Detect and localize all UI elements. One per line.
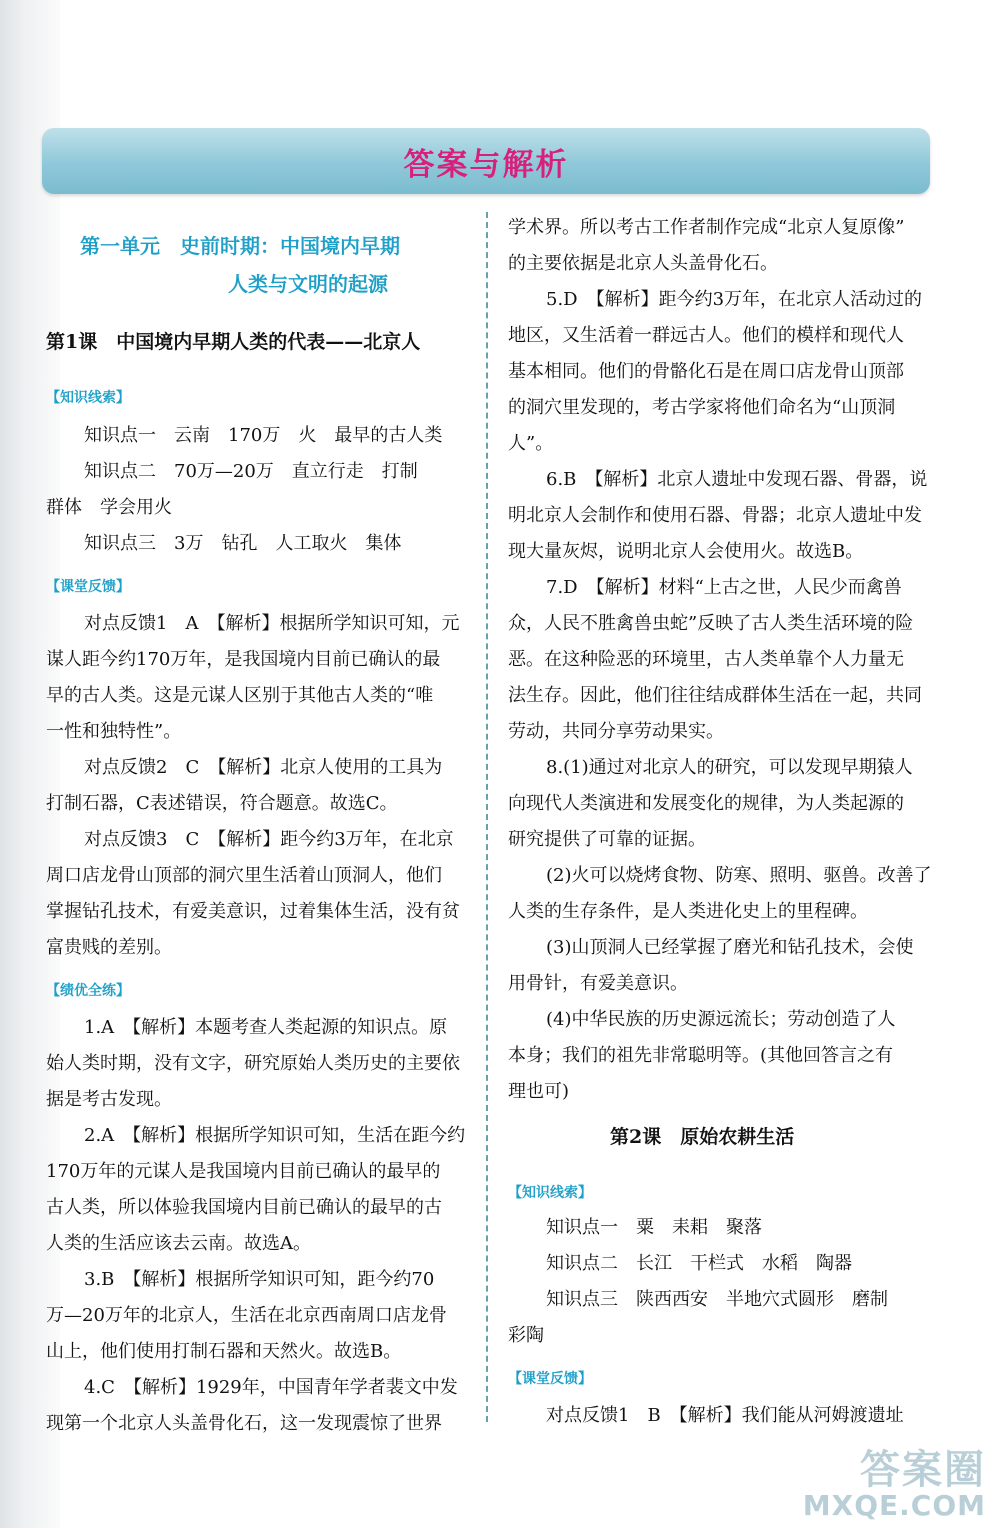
text-line: 对点反馈1 B 【解析】我们能从河姆渡遗址 [546,1405,904,1426]
watermark-text: 答案圈 [860,1447,986,1493]
text-line: 现第一个北京人头盖骨化石，这一发现震惊了世界 [46,1413,442,1434]
text-line: 对点反馈2 C 【解析】北京人使用的工具为 [84,757,443,778]
text-line: 人类的生活应该去云南。故选A。 [46,1233,311,1254]
text-line: 1.A 【解析】本题考查人类起源的知识点。原 [84,1017,448,1038]
text-line: (3)山顶洞人已经掌握了磨光和钻孔技术，会使 [546,937,914,958]
text-line: 知识点一 粟 耒耜 聚落 [546,1217,762,1238]
text-line: 现大量灰烬，说明北京人会使用火。故选B。 [508,541,864,562]
text-line: 6.B 【解析】北京人遗址中发现石器、骨器，说 [546,469,928,490]
text-line: 彩陶 [508,1325,544,1346]
text-line: 的洞穴里发现的，考古学家将他们命名为“山顶洞 [508,397,896,418]
text-line: 众，人民不胜禽兽虫蛇”反映了古人类生活环境的险 [508,613,914,634]
text-line: 知识点三 3万 钻孔 人工取火 集体 [84,533,402,554]
text-line: 群体 学会用火 [46,497,172,518]
text-line: 对点反馈1 A 【解析】根据所学知识可知，元 [84,613,460,634]
text-line: 对点反馈3 C 【解析】距今约3万年，在北京 [84,829,454,850]
text-line: 山上，他们使用打制石器和天然火。故选B。 [46,1341,402,1362]
text-line: 5.D 【解析】距今约3万年，在北京人活动过的 [546,289,923,310]
text-line: 富贵贱的差别。 [46,937,172,958]
text-line: 地区，又生活着一群远古人。他们的模样和现代人 [508,325,904,346]
text-line: 基本相同。他们的骨骼化石是在周口店龙骨山顶部 [508,361,904,382]
text-line: 恶。在这种险恶的环境里，古人类单靠个人力量无 [508,649,904,670]
text-line: (4)中华民族的历史源远流长；劳动创造了人 [546,1009,896,1030]
text-line: 本身；我们的祖先非常聪明等。(其他回答言之有 [508,1045,894,1066]
text-line: 用骨针，有爱美意识。 [508,973,688,994]
text-line: 万—20万年的北京人，生活在北京西南周口店龙骨 [46,1305,447,1326]
page-title: 答案与解析 [403,147,569,183]
text-line: 知识点二 长江 干栏式 水稻 陶器 [546,1253,852,1274]
section-tag-practice: 【绩优全练】 [46,983,130,999]
watermark-url: MXQE.COM [802,1489,986,1522]
text-line: 8.(1)通过对北京人的研究，可以发现早期猿人 [546,757,913,778]
text-line: 一性和独特性”。 [46,721,182,742]
text-line: 研究提供了可靠的证据。 [508,829,706,850]
lesson-1-title: 第1课 中国境内早期人类的代表——北京人 [46,331,421,353]
text-line: (2)火可以烧烤食物、防寒、照明、驱兽。改善了 [546,865,932,886]
unit-title-line-1: 第一单元 史前时期：中国境内早期 [80,234,400,258]
text-line: 170万年的元谋人是我国境内目前已确认的最早的 [46,1161,441,1182]
unit-title-line-2: 人类与文明的起源 [228,272,388,296]
section-tag-knowledge: 【知识线索】 [46,390,130,406]
text-line: 知识点二 70万—20万 直立行走 打制 [84,461,418,482]
text-line: 法生存。因此，他们往往结成群体生活在一起，共同 [508,685,922,706]
text-line: 劳动，共同分享劳动果实。 [508,721,724,742]
text-line: 向现代人类演进和发展变化的规律，为人类起源的 [508,793,904,814]
text-line: 始人类时期，没有文字，研究原始人类历史的主要依 [46,1053,460,1074]
text-line: 7.D 【解析】材料“上古之世，人民少而禽兽 [546,577,902,598]
text-line: 人类的生存条件，是人类进化史上的里程碑。 [508,901,868,922]
lesson-2-title: 第2课 原始农耕生活 [610,1126,795,1148]
text-line: 人”。 [508,433,554,454]
text-line: 谋人距今约170万年，是我国境内目前已确认的最 [46,649,441,670]
text-line: 据是考古发现。 [46,1089,172,1110]
section-tag-feedback-2: 【课堂反馈】 [508,1371,592,1387]
text-line: 学术界。所以考古工作者制作完成“北京人复原像” [508,217,905,238]
text-line: 3.B 【解析】根据所学知识可知，距今约70 [84,1269,435,1290]
text-line: 2.A 【解析】根据所学知识可知，生活在距今约 [84,1125,466,1146]
column-divider [486,212,488,1422]
text-line: 知识点一 云南 170万 火 最早的古人类 [84,425,443,446]
text-line: 理也可) [508,1081,570,1102]
text-line: 掌握钻孔技术，有爱美意识，过着集体生活，没有贫 [46,901,460,922]
section-tag-knowledge-2: 【知识线索】 [508,1185,592,1201]
text-line: 的主要依据是北京人头盖骨化石。 [508,253,778,274]
text-line: 周口店龙骨山顶部的洞穴里生活着山顶洞人，他们 [46,865,442,886]
text-line: 4.C 【解析】1929年，中国青年学者裴文中发 [84,1377,458,1398]
page-spine-shadow [0,0,60,1528]
watermark-logo [803,1438,986,1522]
text-line: 古人类，所以体验我国境内目前已确认的最早的古 [46,1197,442,1218]
text-line: 知识点三 陕西西安 半地穴式圆形 磨制 [546,1289,888,1310]
text-line: 早的古人类。这是元谋人区别于其他古人类的“唯 [46,685,434,706]
text-line: 打制石器，C表述错误，符合题意。故选C。 [46,793,398,814]
header-banner [42,128,930,194]
section-tag-feedback: 【课堂反馈】 [46,579,130,595]
text-line: 明北京人会制作和使用石器、骨器；北京人遗址中发 [508,505,922,526]
